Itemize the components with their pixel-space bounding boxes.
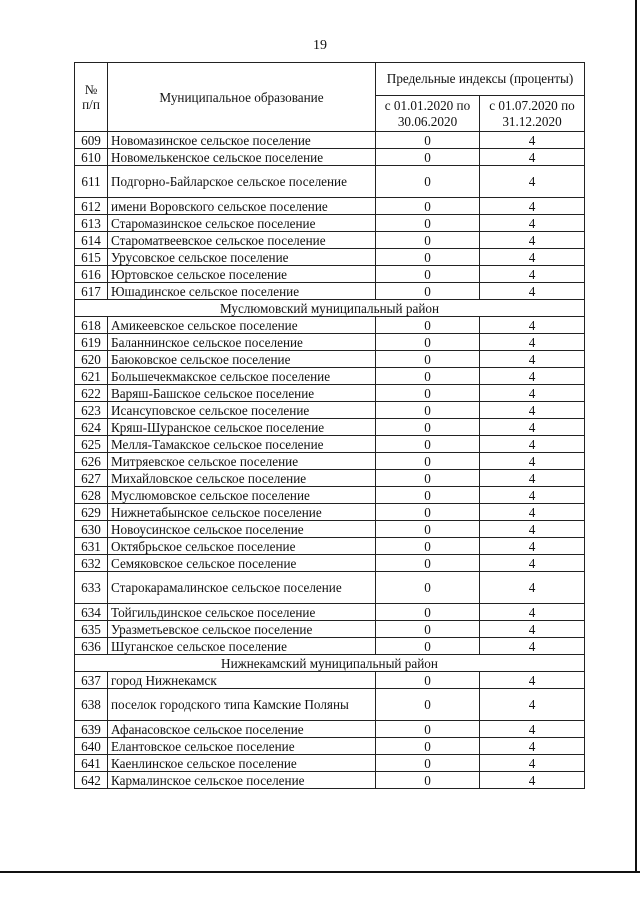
table-row [75,487,585,504]
row-index-period-1: 0 [376,283,480,300]
row-index-period-2: 4 [480,232,585,249]
row-municipality: Муслюмовское сельское поселение [108,487,376,504]
row-index-period-2: 4 [480,621,585,638]
row-index-period-2: 4 [480,436,585,453]
table-row [75,385,585,402]
row-municipality: Подгорно-Байларское сельское поселение [108,166,376,198]
table-row [75,638,585,655]
table-row [75,283,585,300]
row-number: 620 [75,351,108,368]
row-municipality: Елантовское сельское поселение [108,738,376,755]
row-index-period-1: 0 [376,402,480,419]
row-index-period-2: 4 [480,132,585,149]
row-index-period-2: 4 [480,504,585,521]
table-row [75,504,585,521]
row-index-period-2: 4 [480,689,585,721]
row-index-period-1: 0 [376,638,480,655]
row-municipality: город Нижнекамск [108,672,376,689]
table-row [75,772,585,789]
row-municipality: Старокарамалинское сельское поселение [108,572,376,604]
row-index-period-2: 4 [480,266,585,283]
table-row [75,738,585,755]
table-row [75,368,585,385]
section-title: Муслюмовский муниципальный район [75,300,585,317]
row-number: 630 [75,521,108,538]
row-number: 632 [75,555,108,572]
row-index-period-1: 0 [376,521,480,538]
table-row [75,604,585,621]
row-municipality: Новоусинское сельское поселение [108,521,376,538]
table-row [75,351,585,368]
table-row [75,198,585,215]
row-index-period-1: 0 [376,672,480,689]
row-index-period-2: 4 [480,149,585,166]
row-municipality: Большечекмакское сельское поселение [108,368,376,385]
row-index-period-1: 0 [376,266,480,283]
table-row [75,721,585,738]
row-index-period-2: 4 [480,334,585,351]
row-index-period-2: 4 [480,672,585,689]
row-index-period-1: 0 [376,149,480,166]
section-header-row [75,655,585,672]
section-header-row [75,300,585,317]
row-index-period-2: 4 [480,521,585,538]
row-index-period-1: 0 [376,572,480,604]
row-number: 642 [75,772,108,789]
header-period-1: с 01.01.2020 по 30.06.2020 [376,96,480,132]
row-municipality: Варяш-Башское сельское поселение [108,385,376,402]
row-number: 624 [75,419,108,436]
row-index-period-1: 0 [376,368,480,385]
row-index-period-2: 4 [480,755,585,772]
row-index-period-1: 0 [376,621,480,638]
row-index-period-2: 4 [480,538,585,555]
row-municipality: Тойгильдинское сельское поселение [108,604,376,621]
row-municipality: Кряш-Шуранское сельское поселение [108,419,376,436]
row-index-period-2: 4 [480,772,585,789]
table-row [75,538,585,555]
table-row [75,470,585,487]
row-number: 635 [75,621,108,638]
row-number: 639 [75,721,108,738]
row-index-period-2: 4 [480,453,585,470]
row-number: 636 [75,638,108,655]
row-index-period-1: 0 [376,504,480,521]
table-row [75,419,585,436]
header-period-2: с 01.07.2020 по 31.12.2020 [480,96,585,132]
row-index-period-1: 0 [376,538,480,555]
row-municipality: Урусовское сельское поселение [108,249,376,266]
row-municipality: Юртовское сельское поселение [108,266,376,283]
page-number: 19 [313,38,327,53]
row-index-period-1: 0 [376,470,480,487]
row-index-period-2: 4 [480,166,585,198]
row-number: 622 [75,385,108,402]
table-row [75,755,585,772]
table-row [75,672,585,689]
row-index-period-1: 0 [376,419,480,436]
row-index-period-2: 4 [480,283,585,300]
row-index-period-2: 4 [480,198,585,215]
row-municipality: поселок городского типа Камские Поляны [108,689,376,721]
row-index-period-1: 0 [376,351,480,368]
row-index-period-1: 0 [376,721,480,738]
row-number: 629 [75,504,108,521]
row-number: 638 [75,689,108,721]
row-index-period-2: 4 [480,419,585,436]
table-row [75,249,585,266]
row-index-period-2: 4 [480,249,585,266]
row-index-period-1: 0 [376,772,480,789]
row-index-period-1: 0 [376,334,480,351]
row-index-period-2: 4 [480,385,585,402]
row-municipality: Новомазинское сельское поселение [108,132,376,149]
row-municipality: Староматвеевское сельское поселение [108,232,376,249]
table-row [75,572,585,604]
table-row [75,621,585,638]
row-index-period-1: 0 [376,604,480,621]
section-title: Нижнекамский муниципальный район [75,655,585,672]
row-number: 627 [75,470,108,487]
table-row [75,149,585,166]
row-index-period-2: 4 [480,572,585,604]
table-row [75,317,585,334]
table-row [75,266,585,283]
row-number: 623 [75,402,108,419]
row-index-period-1: 0 [376,487,480,504]
row-index-period-2: 4 [480,738,585,755]
row-index-period-1: 0 [376,555,480,572]
row-municipality: Исансуповское сельское поселение [108,402,376,419]
row-number: 619 [75,334,108,351]
row-index-period-1: 0 [376,215,480,232]
row-index-period-2: 4 [480,638,585,655]
row-municipality: Баюковское сельское поселение [108,351,376,368]
scan-right-edge [635,0,637,873]
row-municipality: Каенлинское сельское поселение [108,755,376,772]
table-row [75,334,585,351]
row-number: 612 [75,198,108,215]
row-number: 615 [75,249,108,266]
row-number: 617 [75,283,108,300]
row-index-period-1: 0 [376,198,480,215]
table-row [75,453,585,470]
table-row [75,436,585,453]
row-municipality: Семяковское сельское поселение [108,555,376,572]
row-number: 625 [75,436,108,453]
table-header [75,63,585,132]
row-municipality: Афанасовское сельское поселение [108,721,376,738]
row-number: 641 [75,755,108,772]
row-index-period-1: 0 [376,317,480,334]
row-index-period-2: 4 [480,317,585,334]
row-index-period-2: 4 [480,470,585,487]
row-number: 610 [75,149,108,166]
row-index-period-1: 0 [376,738,480,755]
row-index-period-1: 0 [376,249,480,266]
row-number: 611 [75,166,108,198]
row-index-period-2: 4 [480,555,585,572]
row-municipality: Юшадинское сельское поселение [108,283,376,300]
row-number: 618 [75,317,108,334]
row-number: 621 [75,368,108,385]
row-number: 616 [75,266,108,283]
row-number: 640 [75,738,108,755]
row-index-period-2: 4 [480,721,585,738]
row-index-period-1: 0 [376,385,480,402]
row-index-period-2: 4 [480,604,585,621]
table-row [75,215,585,232]
scan-bottom-edge [0,871,640,873]
row-municipality: Митряевское сельское поселение [108,453,376,470]
row-index-period-1: 0 [376,689,480,721]
row-index-period-1: 0 [376,436,480,453]
row-municipality: Шуганское сельское поселение [108,638,376,655]
row-number: 637 [75,672,108,689]
row-index-period-1: 0 [376,453,480,470]
table-row [75,166,585,198]
row-index-period-1: 0 [376,166,480,198]
row-number: 614 [75,232,108,249]
row-municipality: Амикеевское сельское поселение [108,317,376,334]
row-index-period-1: 0 [376,232,480,249]
row-municipality: Мелля-Тамакское сельское поселение [108,436,376,453]
row-municipality: Октябрьское сельское поселение [108,538,376,555]
row-municipality: Баланнинское сельское поселение [108,334,376,351]
limit-indices-table [74,62,585,789]
row-index-period-2: 4 [480,487,585,504]
header-limit-indices: Предельные индексы (проценты) [376,63,585,96]
header-number: № п/п [75,63,108,132]
row-number: 613 [75,215,108,232]
row-municipality: Михайловское сельское поселение [108,470,376,487]
header-municipality: Муниципальное образование [108,63,376,132]
row-index-period-2: 4 [480,351,585,368]
row-index-period-1: 0 [376,132,480,149]
row-municipality: Кармалинское сельское поселение [108,772,376,789]
row-index-period-2: 4 [480,368,585,385]
row-number: 633 [75,572,108,604]
row-number: 634 [75,604,108,621]
row-municipality: Уразметьевское сельское поселение [108,621,376,638]
row-municipality: Новомелькенское сельское поселение [108,149,376,166]
table-row [75,555,585,572]
table-row [75,132,585,149]
row-number: 626 [75,453,108,470]
table-body [75,132,585,789]
table-row [75,232,585,249]
row-index-period-2: 4 [480,215,585,232]
row-index-period-1: 0 [376,755,480,772]
row-municipality: Нижнетабынское сельское поселение [108,504,376,521]
row-index-period-2: 4 [480,402,585,419]
row-municipality: Старомазинское сельское поселение [108,215,376,232]
row-number: 631 [75,538,108,555]
table-row [75,689,585,721]
table-row [75,521,585,538]
row-number: 628 [75,487,108,504]
table-row [75,402,585,419]
row-municipality: имени Воровского сельское поселение [108,198,376,215]
row-number: 609 [75,132,108,149]
